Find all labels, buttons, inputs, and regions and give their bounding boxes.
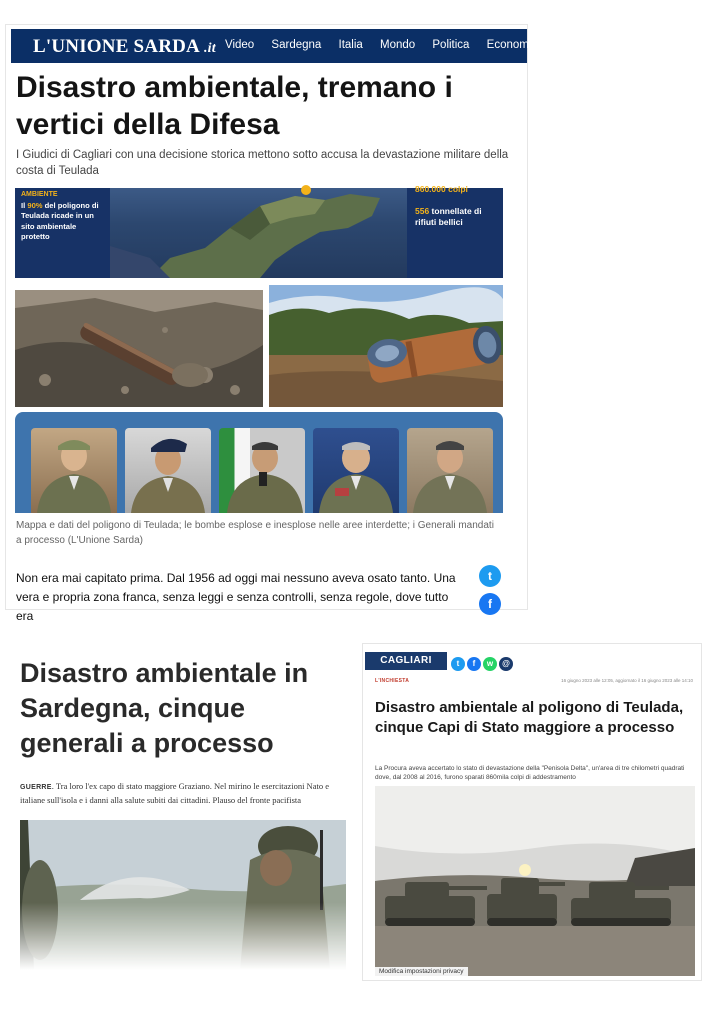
unione-sarda-article-right [362, 643, 702, 981]
privacy-settings-link[interactable]: Modifica impostazioni privacy [375, 967, 468, 976]
general-portrait-4 [313, 428, 399, 513]
section-kicker: GUERRE [20, 784, 52, 791]
exploded-bombs-photo [269, 285, 503, 407]
nav-item-italia[interactable]: Italia [338, 39, 363, 51]
unione-sarda-article [5, 24, 570, 623]
nav-links [225, 39, 583, 51]
article-standfirst: I Giudici di Cagliari con una decisione storica mettono sotto accusa la devastazione militare della costa di Teulada [16, 149, 509, 177]
article-headline: Disastro ambientale al poligono di Teulada, cinque Capi di Stato maggiore a processo [375, 699, 684, 736]
infographic-environment-panel: AMBIENTE Il 90% del poligono di Teulada ricade in un sito ambientale protetto [15, 188, 110, 278]
site-navbar [11, 29, 570, 63]
teulada-infographic [15, 184, 503, 278]
section-kicker: L'INCHIESTA [375, 678, 410, 684]
publish-date: 16 giugno 2023 alle 12:05, aggiornato il 16 giugno 2023 alle 14:10 [561, 678, 693, 683]
nav-item-video[interactable]: Video [225, 39, 255, 51]
article-headline: Disastro ambientale, tremano i vertici della Difesa [16, 71, 453, 141]
infographic-data-panel [407, 184, 503, 278]
nav-item-politica[interactable]: Politica [432, 39, 470, 51]
nav-item-mondo[interactable]: Mondo [380, 39, 416, 51]
share-icons [451, 653, 515, 669]
infographic-tag: AMBIENTE [21, 191, 58, 198]
nav-item-sardegna[interactable]: Sardegna [271, 39, 322, 51]
site-logo-tld: .it [203, 41, 216, 56]
general-portrait-3 [219, 428, 305, 513]
infographic-tons-label: tonnellate di rifiuti bellici [415, 206, 482, 227]
teulada-map-image [110, 188, 407, 278]
facebook-icon[interactable]: f [479, 593, 501, 615]
infographic-percent: 90% [27, 200, 43, 210]
general-portrait-5 [407, 428, 493, 513]
facebook-icon[interactable]: f [467, 657, 481, 671]
email-icon[interactable]: @ [499, 657, 513, 671]
infographic-tons-number: 556 [415, 206, 430, 216]
generals-photo-strip [15, 412, 503, 513]
image-caption: Mappa e dati del poligono di Teulada; le bombe esplose e inesplose nelle aree interdette; i Generali mandati a processo (L'Unione Sarda) [16, 520, 494, 546]
twitter-icon[interactable]: t [479, 565, 501, 587]
nav-item-economia[interactable]: Economia [486, 39, 538, 51]
twitter-icon[interactable]: t [451, 657, 465, 671]
soldiers-photo [20, 820, 346, 970]
newspaper-article-left [10, 634, 356, 974]
article-headline: Disastro ambientale in Sardegna, cinque generali a processo [20, 658, 309, 758]
article-standfirst: GUERRE. Tra loro l'ex capo di stato maggiore Graziano. Nel mirino le esercitazioni Nato e italiane sull'isola e i danni alla salute subiti dai cittadini. Plauso del fronte pacifista [20, 781, 329, 805]
infographic-shots: 860.000 colpi [415, 184, 468, 194]
article-body-excerpt: Non era mai capitato prima. Dal 1956 ad oggi mai nessuno aveva osato tanto. Una vera e propria zona franca, senza leggi e senza controlli, senza regole, dove tutto era [16, 571, 456, 623]
nav-item-sport[interactable]: Sp [555, 39, 570, 51]
site-logo[interactable]: L'UNIONE SARDA .it [33, 36, 216, 57]
unexploded-shell-photo [15, 290, 263, 407]
general-portrait-2 [125, 428, 211, 513]
category-badge[interactable]: CAGLIARI [365, 652, 447, 670]
whatsapp-icon[interactable]: w [483, 657, 497, 671]
general-portrait-1 [31, 428, 117, 513]
tanks-photo [375, 786, 695, 976]
article-standfirst: La Procura aveva accertato lo stato di devastazione della "Penisola Delta", un'area di tre chilometri quadrati dove, dal 2008 al 2016, furono sparati 860mila colpi di addestramento [375, 765, 685, 781]
